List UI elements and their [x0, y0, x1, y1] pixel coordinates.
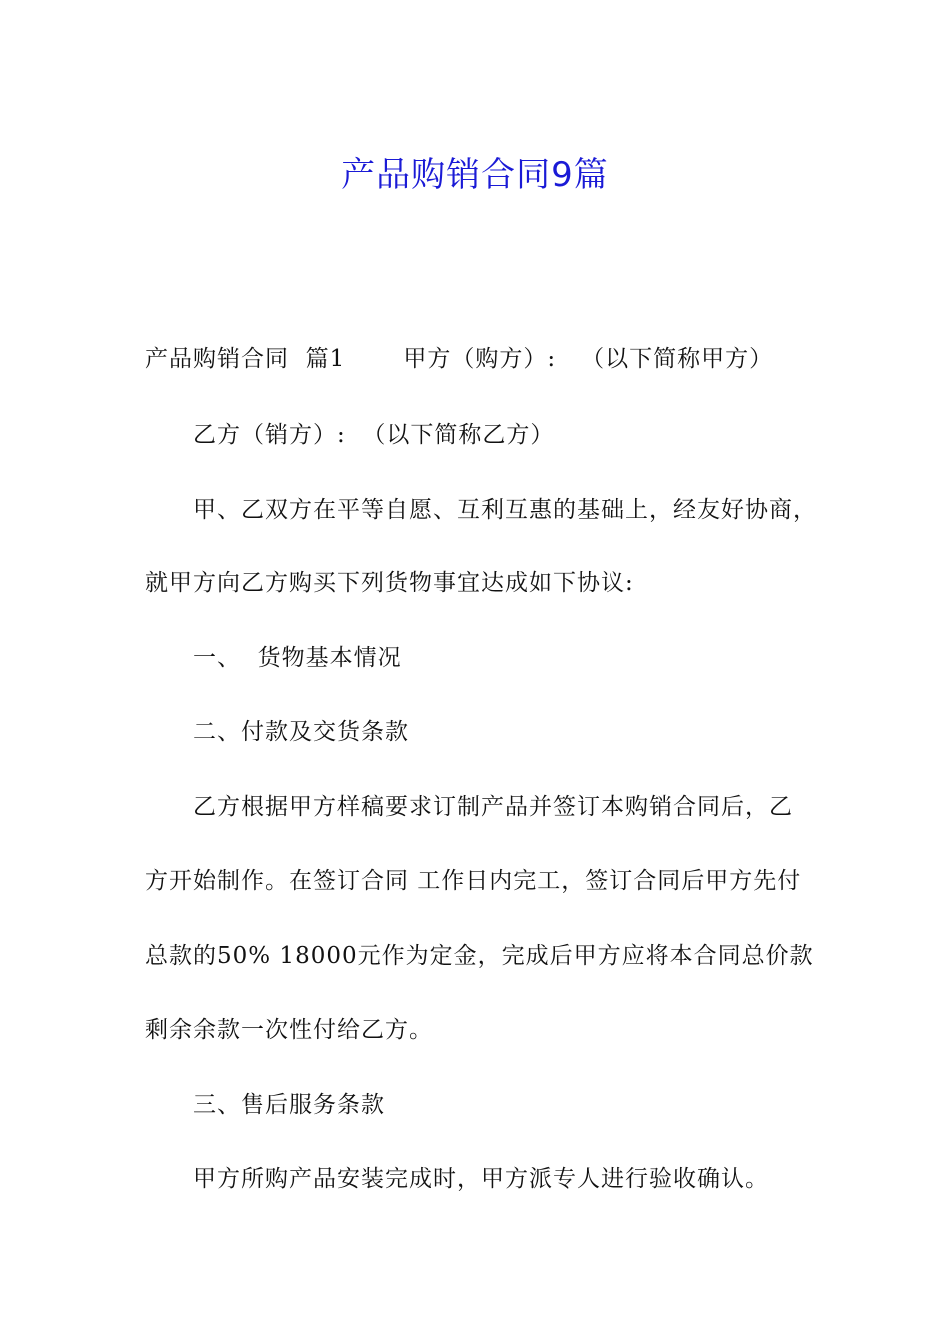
paragraph-line: 甲方所购产品安装完成时，甲方派专人进行验收确认。: [193, 1166, 769, 1192]
paragraph-line: 总款的50% 18000元作为定金，完成后甲方应将本合同总价款: [145, 943, 814, 969]
section-heading-goods: 一、 货物基本情况: [193, 645, 402, 671]
paragraph-line: 方开始制作。在签订合同 工作日内完工，签订合同后甲方先付: [145, 868, 802, 894]
section-heading-payment: 二、付款及交货条款: [193, 719, 409, 745]
paragraph-line: 剩余余款一次性付给乙方。: [145, 1017, 433, 1043]
paragraph-line: 乙方根据甲方样稿要求订制产品并签订本购销合同后，乙: [193, 794, 793, 820]
party-b-line: 乙方（销方）: （以下简称乙方）: [193, 422, 555, 448]
contract-heading-party-a: 产品购销合同 篇1 甲方（购方）: （以下简称甲方）: [145, 346, 774, 372]
document-title: 产品购销合同9篇: [341, 154, 609, 195]
paragraph-line: 甲、乙双方在平等自愿、互利互惠的基础上，经友好协商，: [193, 497, 817, 523]
section-heading-service: 三、售后服务条款: [193, 1092, 385, 1118]
paragraph-line: 就甲方向乙方购买下列货物事宜达成如下协议:: [145, 570, 634, 596]
